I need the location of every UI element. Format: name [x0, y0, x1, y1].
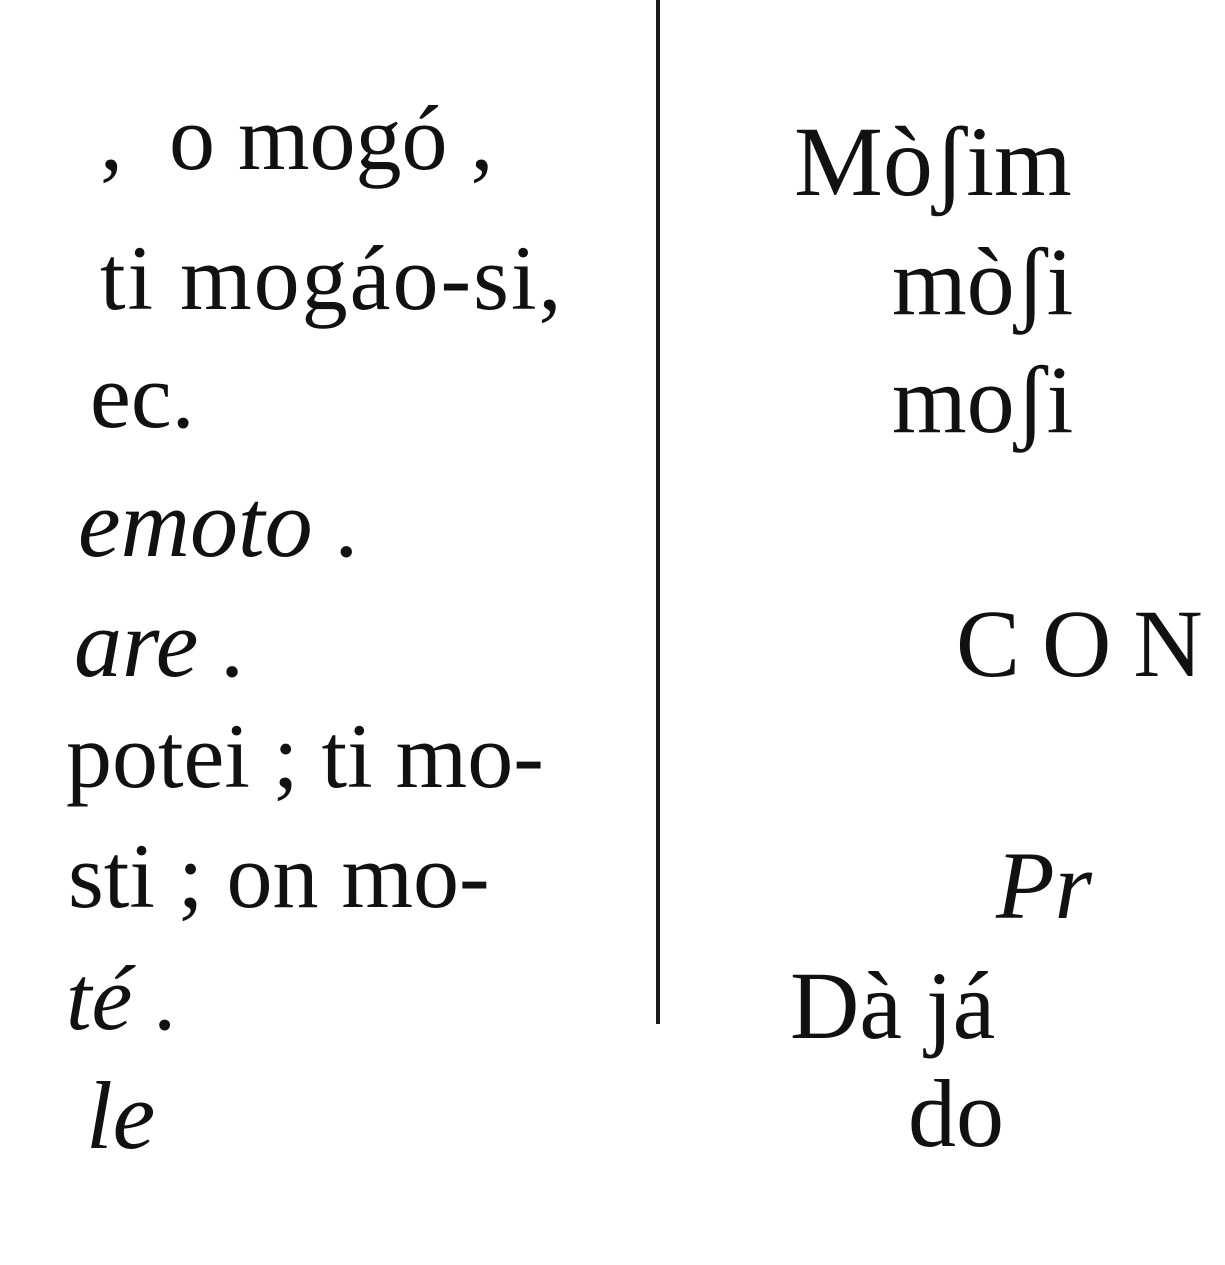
right-line-7 — [812, 970, 1004, 1258]
left-line-3-text: ec. — [90, 345, 195, 447]
column-divider — [656, 0, 660, 1024]
right-heading-text: CON — [956, 590, 1225, 697]
right-line-6-text: Dà já — [790, 952, 996, 1059]
right-line-5-text: Pr — [996, 832, 1092, 939]
right-line-2-text: mòʃi — [892, 228, 1074, 335]
left-line-1-text: , o mogó , — [100, 87, 494, 189]
left-line-4-text: emoto . — [78, 470, 361, 577]
left-line-7-text: sti ; on mo- — [68, 825, 490, 927]
left-line-9 — [0, 972, 155, 1260]
left-line-2-text: ti mogáo-si, — [100, 227, 564, 329]
right-line-1-text: Mòʃim — [794, 106, 1072, 217]
left-line-8-text: té . — [66, 947, 179, 1049]
left-line-9-text: le — [86, 1062, 156, 1169]
right-line-7-text: do — [908, 1060, 1004, 1167]
left-line-6-text: potei ; ti mo- — [66, 705, 544, 807]
left-line-5-text: are . — [74, 590, 247, 697]
right-line-3-text: moʃi — [892, 346, 1074, 453]
